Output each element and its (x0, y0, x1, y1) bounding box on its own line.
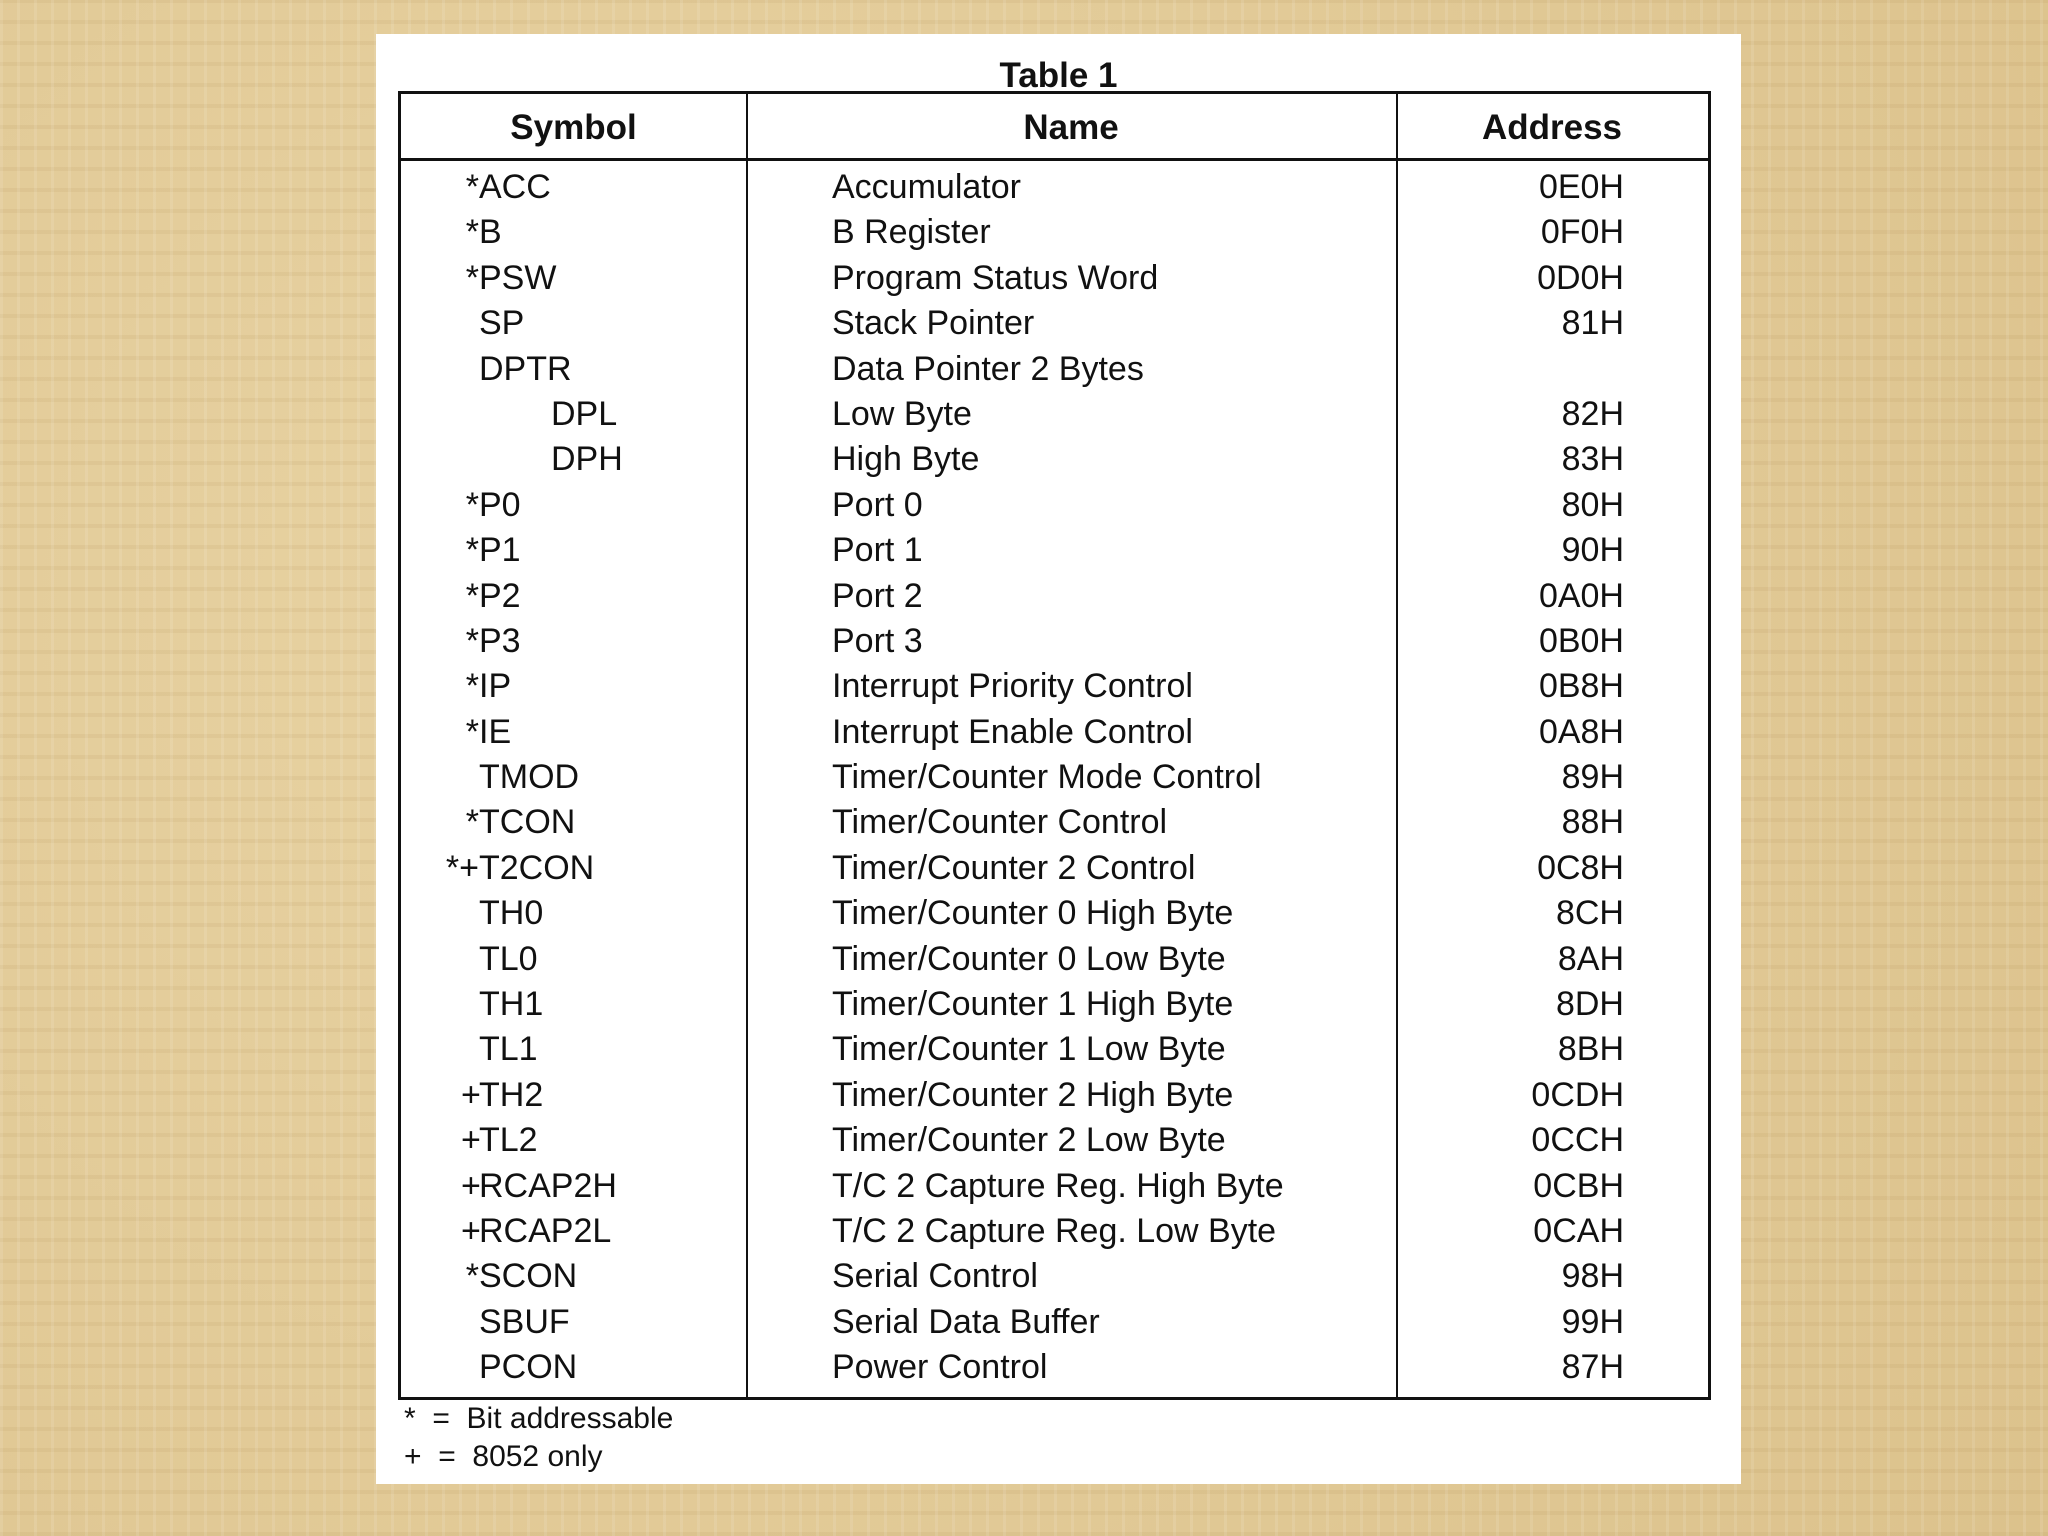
table-row (401, 1027, 1708, 1072)
cell-address: 0D0H (1537, 258, 1624, 297)
cell-name: Power Control (832, 1348, 1048, 1387)
cell-symbol (533, 392, 803, 437)
cell-address: 0A8H (1538, 712, 1624, 751)
cell-address: 0CDH (1531, 1075, 1624, 1114)
symbol-text: TL0 (479, 939, 538, 978)
symbol-text: IP (479, 667, 512, 706)
table-row (401, 210, 1708, 255)
cell-address: 87H (1561, 1348, 1624, 1387)
symbol-marker: * (465, 213, 479, 252)
document-page (376, 34, 1741, 1484)
table-body (401, 165, 1708, 1391)
cell-symbol (461, 619, 731, 664)
table-row (401, 437, 1708, 482)
cell-address: 0F0H (1540, 213, 1624, 252)
symbol-text: T2CON (479, 848, 595, 887)
table-row (401, 1118, 1708, 1163)
cell-address: 8AH (1557, 939, 1624, 978)
table-row (401, 483, 1708, 528)
footnote-bit-addressable: * = Bit addressable (404, 1402, 674, 1435)
register-table (398, 91, 1711, 1400)
cell-address: 0A0H (1538, 576, 1624, 615)
symbol-text: TH2 (479, 1075, 544, 1114)
cell-address: 81H (1561, 304, 1624, 343)
cell-symbol (461, 165, 731, 210)
symbol-text: RCAP2L (479, 1211, 612, 1250)
table-row (401, 1300, 1708, 1345)
cell-symbol (461, 710, 731, 755)
table-row (401, 1164, 1708, 1209)
cell-address: 0E0H (1538, 168, 1624, 206)
table-row (401, 574, 1708, 619)
table-header (401, 94, 1708, 161)
cell-symbol (461, 1118, 731, 1163)
cell-symbol (461, 1300, 731, 1345)
cell-name: Data Pointer 2 Bytes (832, 349, 1144, 388)
cell-address: 8DH (1555, 985, 1624, 1024)
symbol-text: DPH (551, 440, 623, 479)
cell-name: Timer/Counter 1 High Byte (832, 985, 1234, 1024)
cell-symbol (461, 982, 731, 1027)
cell-name: Timer/Counter Mode Control (832, 758, 1262, 797)
symbol-text: PCON (479, 1348, 578, 1387)
symbol-marker: * (465, 168, 479, 206)
cell-symbol (533, 437, 803, 482)
header-name: Name (1023, 108, 1119, 147)
cell-name: Accumulator (832, 168, 1021, 206)
cell-address: 0CAH (1533, 1211, 1624, 1250)
cell-address: 8CH (1555, 894, 1624, 933)
table-row (401, 710, 1708, 755)
symbol-text: SBUF (479, 1302, 570, 1341)
symbol-text: TMOD (479, 758, 580, 797)
symbol-marker: * (465, 667, 479, 706)
symbol-text: TL2 (479, 1121, 538, 1160)
symbol-text: P3 (479, 621, 521, 660)
symbol-text: DPTR (479, 349, 572, 388)
cell-symbol (461, 800, 731, 845)
symbol-text: TH0 (479, 894, 544, 933)
symbol-marker: + (461, 1166, 481, 1205)
cell-address: 0CBH (1533, 1166, 1624, 1205)
symbol-text: ACC (479, 168, 551, 206)
cell-name: Timer/Counter 1 Low Byte (832, 1030, 1226, 1069)
symbol-text: TCON (479, 803, 576, 842)
cell-address: 0CCH (1531, 1121, 1624, 1160)
symbol-text: P2 (479, 576, 521, 615)
cell-address: 98H (1561, 1257, 1624, 1296)
cell-name: Timer/Counter 2 Low Byte (832, 1121, 1226, 1160)
cell-symbol (461, 937, 731, 982)
cell-symbol (461, 301, 731, 346)
cell-name: Interrupt Enable Control (832, 712, 1193, 751)
cell-name: T/C 2 Capture Reg. Low Byte (832, 1211, 1277, 1250)
symbol-text: PSW (479, 258, 557, 297)
symbol-text: P0 (479, 485, 521, 524)
cell-address: 88H (1561, 803, 1624, 842)
cell-name: Low Byte (832, 394, 972, 433)
table-row (401, 1345, 1708, 1390)
cell-symbol (461, 1209, 731, 1254)
table-row (401, 1209, 1708, 1254)
cell-address: 89H (1561, 758, 1624, 797)
cell-symbol (461, 755, 731, 800)
cell-name: Timer/Counter 0 High Byte (832, 894, 1234, 933)
header-address: Address (1481, 108, 1623, 147)
symbol-marker: + (461, 1075, 481, 1114)
symbol-marker: * (465, 258, 479, 297)
symbol-marker: + (461, 1211, 481, 1250)
symbol-text: DPL (551, 394, 618, 433)
table-row (401, 301, 1708, 346)
cell-address: 8BH (1557, 1030, 1624, 1069)
cell-symbol (461, 574, 731, 619)
cell-address: 80H (1561, 485, 1624, 524)
cell-name: Stack Pointer (832, 304, 1035, 343)
table-row (401, 1073, 1708, 1118)
cell-name: Serial Control (832, 1257, 1038, 1296)
cell-symbol (461, 528, 731, 573)
symbol-marker: * (465, 576, 479, 615)
cell-symbol (461, 891, 731, 936)
symbol-marker: * (465, 1257, 479, 1296)
footnote-8052-only: + = 8052 only (404, 1440, 603, 1473)
cell-symbol (461, 1164, 731, 1209)
symbol-text: SCON (479, 1257, 578, 1296)
symbol-marker: * (465, 531, 479, 570)
symbol-marker: * (465, 621, 479, 660)
cell-symbol (461, 210, 731, 255)
cell-symbol (461, 664, 731, 709)
symbol-text: TL1 (479, 1030, 538, 1069)
table-row (401, 347, 1708, 392)
cell-name: Timer/Counter 2 Control (832, 848, 1196, 887)
cell-address: 0B8H (1538, 667, 1624, 706)
table-row (401, 800, 1708, 845)
symbol-marker: * (465, 712, 479, 751)
table-row (401, 619, 1708, 664)
table-row (401, 1254, 1708, 1299)
cell-name: High Byte (832, 440, 980, 479)
header-symbol: Symbol (510, 108, 637, 147)
cell-symbol (461, 483, 731, 528)
symbol-text: TH1 (479, 985, 544, 1024)
table-row (401, 937, 1708, 982)
cell-address: 0B0H (1538, 621, 1624, 660)
cell-symbol (461, 347, 731, 392)
table-row (401, 528, 1708, 573)
cell-address: 82H (1561, 394, 1624, 433)
cell-name: Port 0 (832, 485, 923, 524)
cell-name: Timer/Counter 0 Low Byte (832, 939, 1226, 978)
table-row (401, 392, 1708, 437)
cell-symbol (461, 1027, 731, 1072)
cell-address: 83H (1561, 440, 1624, 479)
table-footnotes (404, 1400, 673, 1476)
cell-address: 90H (1561, 531, 1624, 570)
table-row (401, 846, 1708, 891)
symbol-text: RCAP2H (479, 1166, 617, 1205)
cell-name: Port 1 (832, 531, 923, 570)
cell-name: Port 2 (832, 576, 923, 615)
table-row (401, 664, 1708, 709)
table-row (401, 256, 1708, 301)
symbol-text: P1 (479, 531, 521, 570)
symbol-marker: * (465, 803, 479, 842)
cell-symbol (461, 256, 731, 301)
cell-name: Port 3 (832, 621, 923, 660)
cell-name: T/C 2 Capture Reg. High Byte (832, 1166, 1284, 1205)
table-row (401, 982, 1708, 1027)
symbol-marker: + (461, 1121, 481, 1160)
cell-name: Interrupt Priority Control (832, 667, 1193, 706)
cell-name: Timer/Counter Control (832, 803, 1168, 842)
cell-symbol (461, 1073, 731, 1118)
symbol-text: B (479, 213, 502, 252)
symbol-marker: * (465, 485, 479, 524)
symbol-marker: *+ (445, 848, 479, 887)
cell-name: B Register (832, 213, 991, 252)
cell-address: 99H (1561, 1302, 1624, 1341)
table-row (401, 755, 1708, 800)
symbol-text: SP (479, 304, 525, 343)
cell-name: Serial Data Buffer (832, 1302, 1100, 1341)
cell-symbol (441, 846, 711, 891)
cell-symbol (461, 1254, 731, 1299)
cell-address: 0C8H (1537, 848, 1624, 887)
table-title: Table 1 (999, 56, 1118, 95)
symbol-text: IE (479, 712, 512, 751)
table-row (401, 165, 1708, 210)
table-row (401, 891, 1708, 936)
cell-name: Program Status Word (832, 258, 1159, 297)
cell-symbol (461, 1345, 731, 1390)
cell-name: Timer/Counter 2 High Byte (832, 1075, 1234, 1114)
